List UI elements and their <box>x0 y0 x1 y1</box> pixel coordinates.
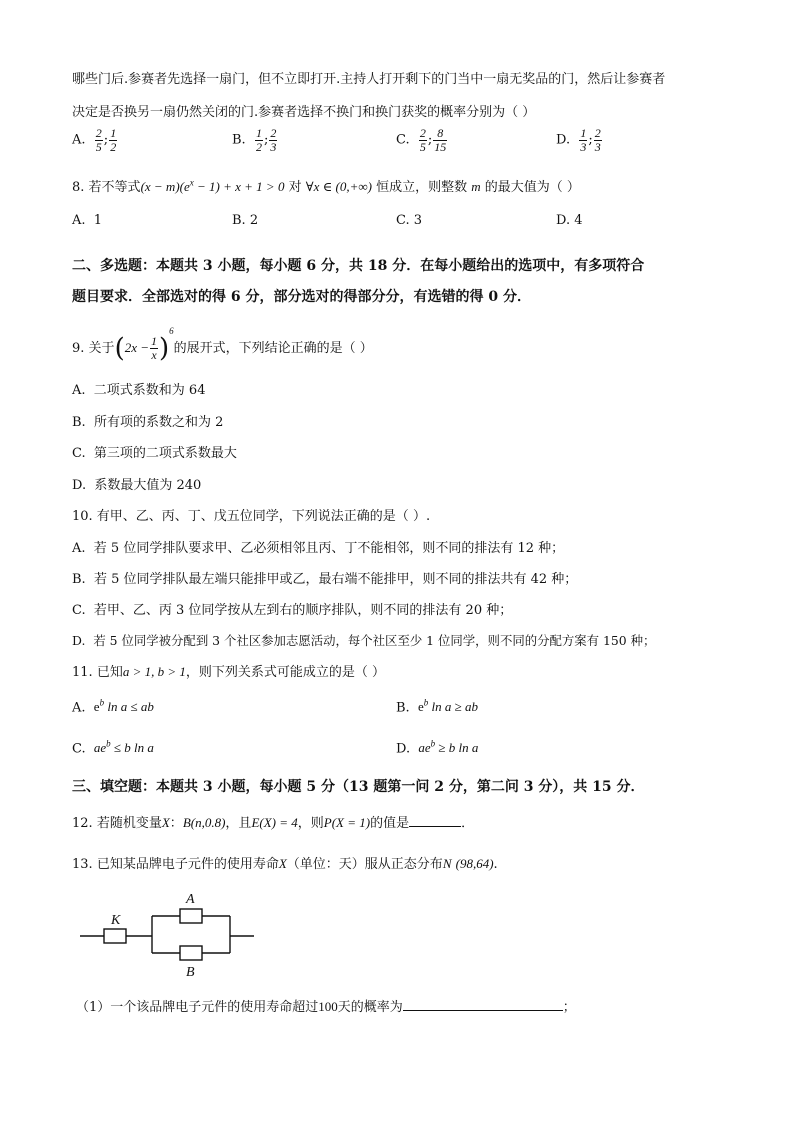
q8-option-d: D. 4 <box>556 213 583 228</box>
q12-stem: 12. 若随机变量X：B(n,0.8)，且E(X) = 4，则P(X = 1)的值是 ． <box>72 815 475 831</box>
q7-option-b: B. $\frac{1}{2}$ ; $\frac{2}{3}$ <box>232 126 277 154</box>
section-2-heading-line2: 题目要求．全部选对的得 6 分，部分选对的得部分分，有选错的得 0 分． <box>72 289 531 305</box>
q9-stem: 9. 关于(2x − $\frac{1}{x}$ )$^6$的展开式，下列结论正确的是（ ） <box>72 326 373 364</box>
component-a <box>180 909 202 923</box>
section-3-heading: 三、填空题：本题共 3 小题，每小题 5 分（13 题第一问 2 分，第二问 3 分），共 15 分． <box>72 779 645 795</box>
q7-stem-line1: 哪些门后.参赛者先选择一扇门，但不立即打开.主持人打开剩下的门当中一扇无奖品的门，然后让参赛者 <box>72 72 666 87</box>
q8-option-a: A. 1 <box>72 213 103 228</box>
label-a: A <box>186 892 195 907</box>
q8-option-b: B. 2 <box>232 213 259 228</box>
q13-stem: 13. 已知某品牌电子元件的使用寿命X（单位：天）服从正态分布N (98,64). <box>72 856 498 872</box>
q10-option-a: A. 若 5 位同学排队要求甲、乙必须相邻且丙、丁不能相邻，则不同的排法有 12 种； <box>72 541 565 556</box>
q10-option-b: B. 若 5 位同学排队最左端只能排甲或乙，最右端不能排甲，则不同的排法共有 42 种； <box>72 572 578 587</box>
q11-option-b: B. $e^b$ ln a ≥ ab <box>396 698 478 716</box>
q11-option-d: D. $ae^b \ge b$ ln a <box>396 739 479 757</box>
q7-option-c: C. $\frac{2}{5}$ ; $\frac{8}{15}$ <box>396 126 447 154</box>
q10-option-c: C. 若甲、乙、丙 3 位同学按从左到右的顺序排队，则不同的排法有 20 种； <box>72 603 513 618</box>
q7-option-a: A. $\frac{2}{5}$ ; $\frac{1}{2}$ <box>72 126 117 154</box>
q7-option-d: D. $\frac{1}{3}$ ; $\frac{2}{3}$ <box>556 126 601 154</box>
q7-stem-line2: 决定是否换另一扇仍然关闭的门.参赛者选择不换门和换门获奖的概率分别为（ ） <box>72 105 536 120</box>
q10-stem: 10. 有甲、乙、丙、丁、戊五位同学，下列说法正确的是（ ）. <box>72 509 431 524</box>
switch-k <box>104 929 126 943</box>
label-b: B <box>186 965 195 978</box>
q9-option-d: D. 系数最大值为 240 <box>72 478 202 493</box>
label-k: K <box>111 913 121 928</box>
q13-part1: （1）一个该品牌电子元件的使用寿命超过100天的概率为 ； <box>76 999 576 1015</box>
q13-part1-answer-blank[interactable] <box>403 1010 563 1011</box>
q12-answer-blank[interactable] <box>409 826 461 827</box>
q8-option-c: C. 3 <box>396 213 423 228</box>
q8-stem: 8. 若不等式$(x - m)(e^x - 1) + x + 1 > 0$ 对 ∀x ∈ (0,+∞) 恒成立，则整数 m 的最大值为（ ） <box>72 177 580 195</box>
q10-option-d: D. 若 5 位同学被分配到 3 个社区参加志愿活动，每个社区至少 1 位同学，则不同的分配方案有 150 种； <box>72 633 656 648</box>
component-b <box>180 946 202 960</box>
q9-option-a: A. 二项式系数和为 64 <box>72 383 206 398</box>
q11-option-a: A. $e^b$ ln a ≤ ab <box>72 698 154 716</box>
circuit-diagram <box>78 886 268 978</box>
section-2-heading-line1: 二、多选题：本题共 3 小题，每小题 6 分，共 18 分．在每小题给出的选项中，有多项符合 <box>72 258 645 274</box>
q9-option-c: C. 第三项的二项式系数最大 <box>72 446 237 461</box>
q11-option-c: C. $ae^b \le b$ ln a <box>72 739 154 757</box>
q11-stem: 11. 已知a > 1, b > 1，则下列关系式可能成立的是（ ） <box>72 664 386 680</box>
q9-option-b: B. 所有项的系数之和为 2 <box>72 415 224 430</box>
